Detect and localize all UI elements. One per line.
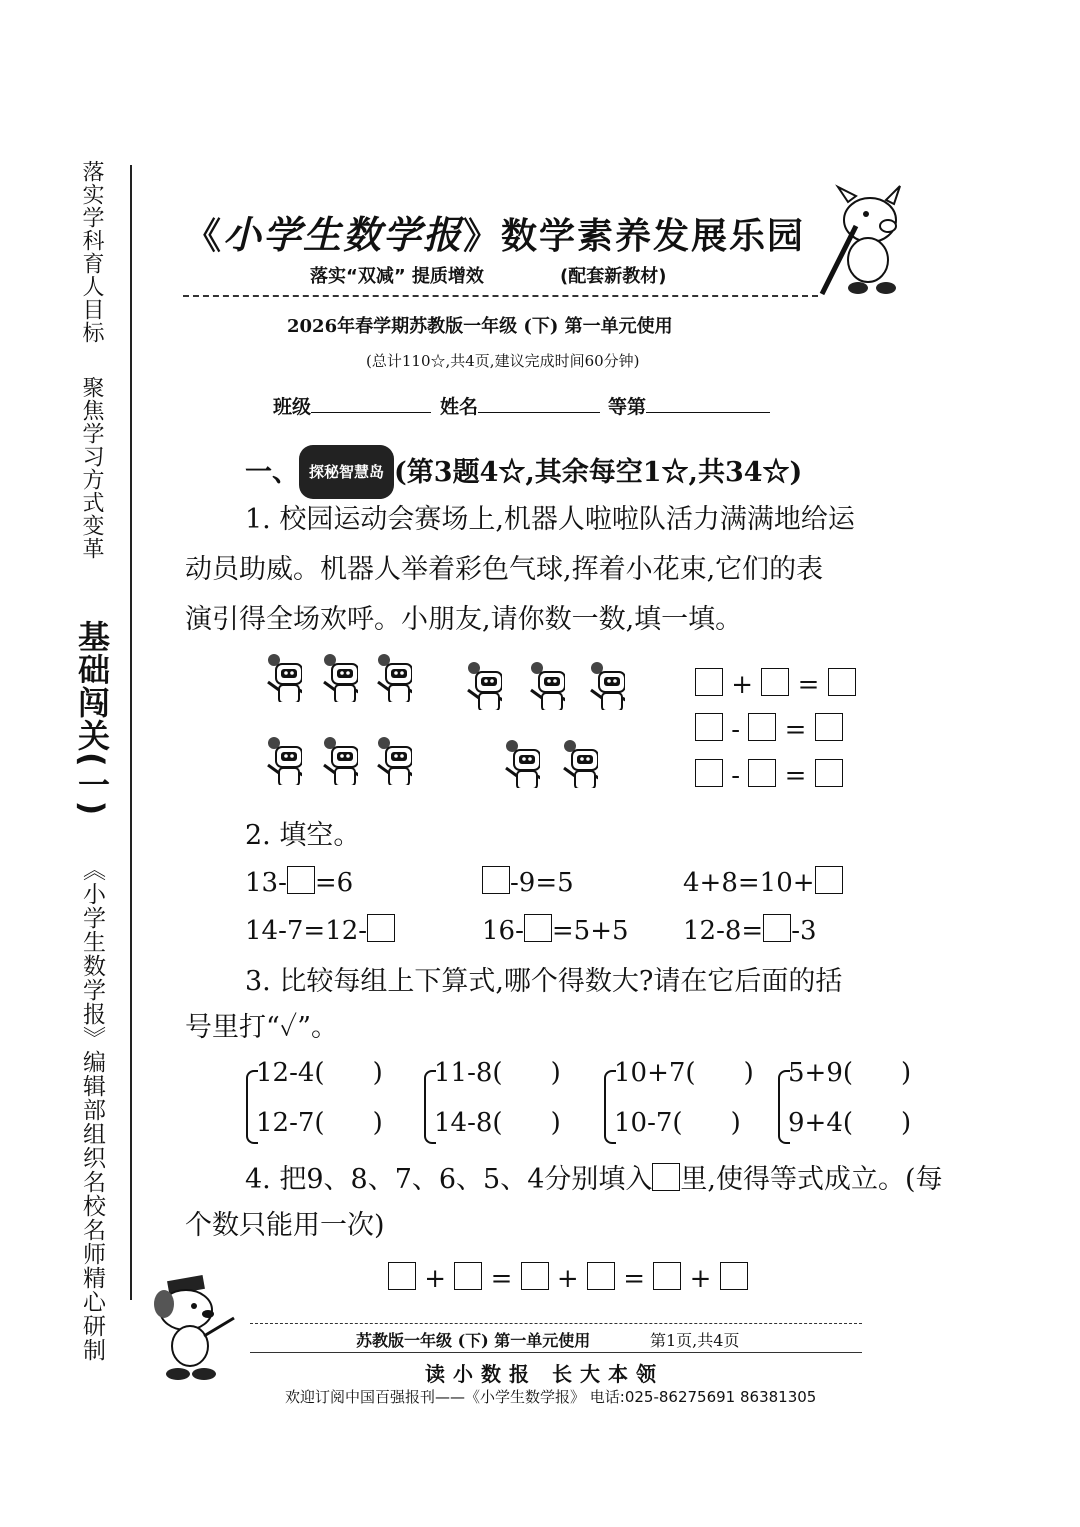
answer-box[interactable]: [815, 713, 843, 741]
answer-box[interactable]: [695, 713, 723, 741]
q2-item-4: 14-7=12-: [245, 914, 395, 946]
q1-line-1: 1. 校园运动会赛场上,机器人啦啦队活力满满地给运: [245, 504, 855, 535]
side-slogan-left: 聚焦学习方式变革: [79, 376, 104, 560]
footer-divider-top: [250, 1323, 862, 1324]
margin-divider: [130, 165, 132, 1300]
q1-line-2: 动员助威。机器人举着彩色气球,挥着小花束,它们的表: [185, 554, 824, 585]
edition-line: 2026年春学期苏教版一年级 (下) 第一单元使用: [287, 316, 673, 337]
answer-box[interactable]: [815, 866, 843, 894]
header-divider: [183, 295, 818, 297]
answer-box[interactable]: [454, 1262, 482, 1290]
robot-icon: [500, 738, 540, 788]
q3-group-3-bottom: 10-7( ): [614, 1108, 741, 1138]
side-credit: 《小学生数学报》编辑部组织名校名师精心研制: [79, 858, 105, 1362]
answer-box[interactable]: [367, 914, 395, 942]
side-slogan-right: 落实学科育人目标: [79, 160, 104, 344]
answer-box[interactable]: [587, 1262, 615, 1290]
brand-logo-text: 小学生数学报: [223, 212, 464, 257]
answer-box[interactable]: [695, 759, 723, 787]
q3-group-4-bottom: 9+4( ): [788, 1108, 912, 1138]
robot-icon: [585, 660, 625, 710]
q3-line-2: 号里打“✓”。: [185, 1012, 339, 1043]
q2-item-1: 13- =6: [245, 868, 354, 898]
answer-box[interactable]: [748, 713, 776, 741]
q2-item-5: 16- =5+5: [482, 916, 629, 946]
q2-item-2: -9=5: [482, 866, 574, 898]
q3-group-2-bottom: 14-8( ): [434, 1108, 561, 1138]
grade-input-line[interactable]: [646, 394, 770, 413]
q4-line-2: 个数只能用一次): [185, 1210, 385, 1241]
footer-motto: 读小数报 长大本领: [425, 1362, 664, 1386]
exam-note: (总计110☆,共4页,建议完成时间60分钟): [366, 352, 640, 370]
answer-box[interactable]: [828, 668, 856, 696]
class-field[interactable]: 班级: [273, 392, 431, 419]
class-input-line[interactable]: [311, 394, 431, 413]
robot-icon: [372, 652, 412, 702]
robot-icon: [262, 735, 302, 785]
page-title: 《小学生数学报》数学素养发展乐园: [185, 212, 806, 257]
q3-group-3-top: 10+7( ): [614, 1058, 754, 1088]
q3-group-1-bottom: 12-7( ): [256, 1108, 383, 1138]
mascot-dog-icon: [138, 1270, 248, 1382]
answer-box[interactable]: [521, 1262, 549, 1290]
answer-box[interactable]: [748, 759, 776, 787]
footer-ad: 欢迎订阅中国百强报刊——《小学生数学报》 电话:025-86275691 86381305: [285, 1388, 817, 1406]
answer-box[interactable]: [388, 1262, 416, 1290]
q3-line-1: 3. 比较每组上下算式,哪个得数大?请在它后面的括: [245, 966, 843, 997]
q3-group-1-top: 12-4( ): [256, 1058, 383, 1088]
answer-box[interactable]: [482, 866, 510, 894]
robot-icon: [372, 735, 412, 785]
answer-box[interactable]: [720, 1262, 748, 1290]
answer-box[interactable]: [815, 759, 843, 787]
footer-page: 第1页,共4页: [650, 1331, 740, 1350]
answer-box[interactable]: [763, 914, 791, 942]
name-input-line[interactable]: [478, 394, 600, 413]
answer-box-example: [652, 1163, 680, 1191]
footer-edition: 苏教版一年级 (下) 第一单元使用: [356, 1331, 591, 1350]
subtitle-slogan: 落实“双减” 提质增效: [310, 266, 484, 287]
robot-icon: [525, 660, 565, 710]
answer-box[interactable]: [695, 668, 723, 696]
q3-group-2-top: 11-8( ): [434, 1058, 561, 1088]
robot-icon: [462, 660, 502, 710]
name-field[interactable]: 姓名: [440, 392, 600, 419]
q1-line-3: 演引得全场欢呼。小朋友,请你数一数,填一填。: [185, 604, 743, 635]
section-badge: 探秘智慧岛: [299, 445, 394, 499]
q1-equation-1: + =: [695, 668, 856, 700]
footer-divider: [250, 1352, 862, 1353]
section-title: 基础闯关(一): [73, 620, 111, 817]
q4-line-1: 4. 把9、8、7、6、5、4分别填入 里,使得等式成立。(每: [245, 1164, 943, 1195]
q1-equation-3: - =: [695, 759, 843, 791]
section-1-heading: 一、 探秘智慧岛 (第3题4☆,其余每空1☆,共34☆): [245, 445, 802, 499]
answer-box[interactable]: [653, 1262, 681, 1290]
grade-field[interactable]: 等第: [608, 392, 770, 419]
q1-equation-2: - =: [695, 713, 843, 745]
mascot-pig-icon: [808, 182, 918, 297]
q4-equation: + = + = +: [388, 1262, 748, 1294]
robot-icon: [318, 735, 358, 785]
q3-group-4-top: 5+9( ): [788, 1058, 912, 1088]
robot-icon: [262, 652, 302, 702]
q2-item-6: 12-8= -3: [683, 916, 817, 946]
q2-title: 2. 填空。: [245, 820, 361, 851]
subtitle-edition: (配套新教材): [560, 266, 667, 287]
robot-icon: [558, 738, 598, 788]
q2-item-3: 4+8=10+: [683, 866, 843, 898]
robot-icon: [318, 652, 358, 702]
answer-box[interactable]: [524, 914, 552, 942]
answer-box[interactable]: [287, 866, 315, 894]
answer-box[interactable]: [761, 668, 789, 696]
